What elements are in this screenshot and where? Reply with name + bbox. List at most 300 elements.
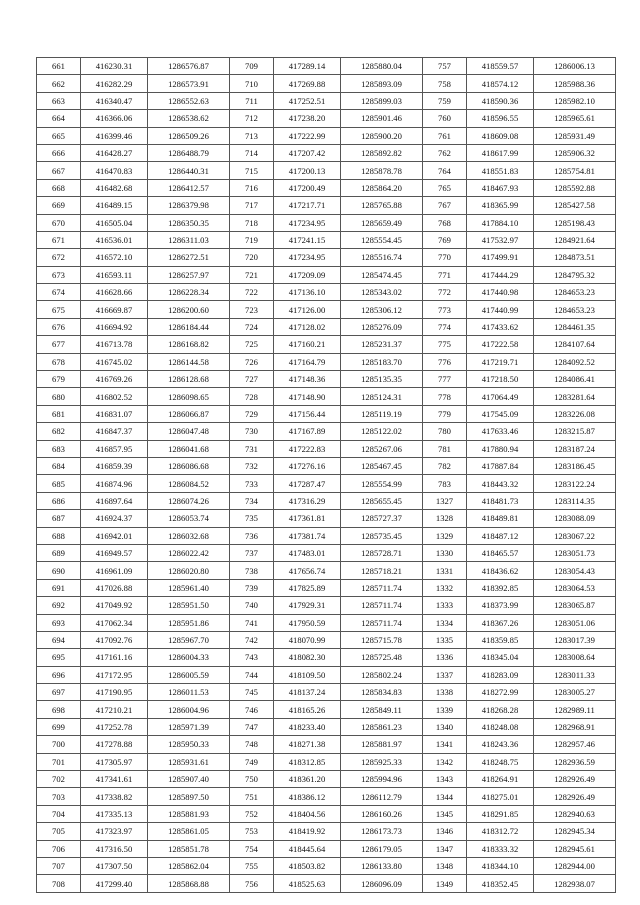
x-coordinate-cell: 417126.00 (274, 301, 341, 318)
y-coordinate-cell: 1285715.78 (341, 631, 423, 648)
x-coordinate-cell: 416470.83 (81, 162, 148, 179)
point-number-cell: 666 (37, 144, 81, 161)
y-coordinate-cell: 1285728.71 (341, 544, 423, 561)
point-number-cell: 764 (423, 162, 467, 179)
y-coordinate-cell: 1286098.65 (148, 388, 230, 405)
table-row (37, 162, 616, 179)
y-coordinate-cell: 1286084.52 (148, 475, 230, 492)
y-coordinate-cell: 1285834.83 (341, 684, 423, 701)
x-coordinate-cell: 418082.30 (274, 649, 341, 666)
y-coordinate-cell: 1286004.33 (148, 649, 230, 666)
y-coordinate-cell: 1285881.97 (341, 736, 423, 753)
point-number-cell: 720 (230, 249, 274, 266)
y-coordinate-cell: 1282936.59 (534, 753, 616, 770)
y-coordinate-cell: 1285655.45 (341, 492, 423, 509)
table-row (37, 423, 616, 440)
x-coordinate-cell: 417049.92 (81, 597, 148, 614)
y-coordinate-cell: 1283051.73 (534, 544, 616, 561)
y-coordinate-cell: 1285592.88 (534, 179, 616, 196)
point-number-cell: 750 (230, 771, 274, 788)
y-coordinate-cell: 1282938.07 (534, 875, 616, 892)
y-coordinate-cell: 1285735.45 (341, 527, 423, 544)
table-row (37, 492, 616, 509)
table-row (37, 214, 616, 231)
x-coordinate-cell: 417160.21 (274, 336, 341, 353)
point-number-cell: 777 (423, 371, 467, 388)
point-number-cell: 1335 (423, 631, 467, 648)
x-coordinate-cell: 417241.15 (274, 231, 341, 248)
table-row (37, 631, 616, 648)
point-number-cell: 697 (37, 684, 81, 701)
point-number-cell: 1327 (423, 492, 467, 509)
y-coordinate-cell: 1285897.50 (148, 788, 230, 805)
x-coordinate-cell: 416230.31 (81, 58, 148, 75)
x-coordinate-cell: 416831.07 (81, 405, 148, 422)
y-coordinate-cell: 1285554.99 (341, 475, 423, 492)
y-coordinate-cell: 1285198.43 (534, 214, 616, 231)
x-coordinate-cell: 417252.78 (81, 718, 148, 735)
x-coordinate-cell: 418248.08 (467, 718, 534, 735)
y-coordinate-cell: 1285907.40 (148, 771, 230, 788)
x-coordinate-cell: 417209.09 (274, 266, 341, 283)
table-row (37, 231, 616, 248)
point-number-cell: 748 (230, 736, 274, 753)
y-coordinate-cell: 1285711.74 (341, 614, 423, 631)
y-coordinate-cell: 1285868.88 (148, 875, 230, 892)
point-number-cell: 783 (423, 475, 467, 492)
point-number-cell: 754 (230, 840, 274, 857)
y-coordinate-cell: 1282957.46 (534, 736, 616, 753)
x-coordinate-cell: 416340.47 (81, 92, 148, 109)
table-row (37, 457, 616, 474)
point-number-cell: 769 (423, 231, 467, 248)
x-coordinate-cell: 418443.32 (467, 475, 534, 492)
y-coordinate-cell: 1285267.06 (341, 440, 423, 457)
y-coordinate-cell: 1285931.49 (534, 127, 616, 144)
y-coordinate-cell: 1286538.62 (148, 110, 230, 127)
x-coordinate-cell: 417064.49 (467, 388, 534, 405)
x-coordinate-cell: 417532.97 (467, 231, 534, 248)
y-coordinate-cell: 1284461.35 (534, 318, 616, 335)
table-row (37, 284, 616, 301)
point-number-cell: 667 (37, 162, 81, 179)
point-number-cell: 679 (37, 371, 81, 388)
x-coordinate-cell: 418275.01 (467, 788, 534, 805)
x-coordinate-cell: 417136.10 (274, 284, 341, 301)
table-row (37, 684, 616, 701)
x-coordinate-cell: 418404.56 (274, 805, 341, 822)
x-coordinate-cell: 417633.46 (467, 423, 534, 440)
point-number-cell: 668 (37, 179, 81, 196)
x-coordinate-cell: 417287.47 (274, 475, 341, 492)
point-number-cell: 781 (423, 440, 467, 457)
x-coordinate-cell: 418361.20 (274, 771, 341, 788)
y-coordinate-cell: 1283065.87 (534, 597, 616, 614)
y-coordinate-cell: 1283054.43 (534, 562, 616, 579)
y-coordinate-cell: 1286047.48 (148, 423, 230, 440)
table-row (37, 58, 616, 75)
point-number-cell: 695 (37, 649, 81, 666)
x-coordinate-cell: 417307.50 (81, 857, 148, 874)
point-number-cell: 690 (37, 562, 81, 579)
point-number-cell: 675 (37, 301, 81, 318)
x-coordinate-cell: 416713.78 (81, 336, 148, 353)
x-coordinate-cell: 417545.09 (467, 405, 534, 422)
point-number-cell: 765 (423, 179, 467, 196)
y-coordinate-cell: 1285427.58 (534, 197, 616, 214)
x-coordinate-cell: 418445.64 (274, 840, 341, 857)
point-number-cell: 665 (37, 127, 81, 144)
y-coordinate-cell: 1286228.34 (148, 284, 230, 301)
point-number-cell: 728 (230, 388, 274, 405)
point-number-cell: 711 (230, 92, 274, 109)
y-coordinate-cell: 1286022.42 (148, 544, 230, 561)
y-coordinate-cell: 1285122.02 (341, 423, 423, 440)
point-number-cell: 734 (230, 492, 274, 509)
table-row (37, 788, 616, 805)
point-number-cell: 1338 (423, 684, 467, 701)
point-number-cell: 696 (37, 666, 81, 683)
y-coordinate-cell: 1285231.37 (341, 336, 423, 353)
y-coordinate-cell: 1283122.24 (534, 475, 616, 492)
point-number-cell: 773 (423, 301, 467, 318)
x-coordinate-cell: 417252.51 (274, 92, 341, 109)
y-coordinate-cell: 1285861.23 (341, 718, 423, 735)
x-coordinate-cell: 417950.59 (274, 614, 341, 631)
x-coordinate-cell: 418137.24 (274, 684, 341, 701)
point-number-cell: 771 (423, 266, 467, 283)
point-number-cell: 1331 (423, 562, 467, 579)
x-coordinate-cell: 418268.28 (467, 701, 534, 718)
y-coordinate-cell: 1283051.06 (534, 614, 616, 631)
y-coordinate-cell: 1285880.04 (341, 58, 423, 75)
point-number-cell: 670 (37, 214, 81, 231)
x-coordinate-cell: 416428.27 (81, 144, 148, 161)
x-coordinate-cell: 418243.36 (467, 736, 534, 753)
y-coordinate-cell: 1285951.50 (148, 597, 230, 614)
y-coordinate-cell: 1285901.46 (341, 110, 423, 127)
point-number-cell: 1329 (423, 527, 467, 544)
point-number-cell: 753 (230, 823, 274, 840)
point-number-cell: 683 (37, 440, 81, 457)
y-coordinate-cell: 1284086.41 (534, 371, 616, 388)
x-coordinate-cell: 416745.02 (81, 353, 148, 370)
point-number-cell: 714 (230, 144, 274, 161)
y-coordinate-cell: 1286133.80 (341, 857, 423, 874)
y-coordinate-cell: 1285864.20 (341, 179, 423, 196)
x-coordinate-cell: 418367.26 (467, 614, 534, 631)
point-number-cell: 706 (37, 840, 81, 857)
x-coordinate-cell: 418345.04 (467, 649, 534, 666)
x-coordinate-cell: 417238.20 (274, 110, 341, 127)
x-coordinate-cell: 418590.36 (467, 92, 534, 109)
y-coordinate-cell: 1286184.44 (148, 318, 230, 335)
x-coordinate-cell: 417444.29 (467, 266, 534, 283)
point-number-cell: 782 (423, 457, 467, 474)
y-coordinate-cell: 1285881.93 (148, 805, 230, 822)
y-coordinate-cell: 1285711.74 (341, 579, 423, 596)
y-coordinate-cell: 1285925.33 (341, 753, 423, 770)
x-coordinate-cell: 418248.75 (467, 753, 534, 770)
x-coordinate-cell: 417062.34 (81, 614, 148, 631)
y-coordinate-cell: 1286509.26 (148, 127, 230, 144)
point-number-cell: 707 (37, 857, 81, 874)
point-number-cell: 713 (230, 127, 274, 144)
y-coordinate-cell: 1283114.35 (534, 492, 616, 509)
y-coordinate-cell: 1282926.49 (534, 771, 616, 788)
point-number-cell: 687 (37, 510, 81, 527)
table-row (37, 597, 616, 614)
point-number-cell: 676 (37, 318, 81, 335)
point-number-cell: 1347 (423, 840, 467, 857)
x-coordinate-cell: 417269.88 (274, 75, 341, 92)
table-row (37, 805, 616, 822)
y-coordinate-cell: 1286032.68 (148, 527, 230, 544)
x-coordinate-cell: 418487.12 (467, 527, 534, 544)
point-number-cell: 715 (230, 162, 274, 179)
x-coordinate-cell: 418283.09 (467, 666, 534, 683)
table-row (37, 510, 616, 527)
y-coordinate-cell: 1286272.51 (148, 249, 230, 266)
table-row (37, 144, 616, 161)
x-coordinate-cell: 416847.37 (81, 423, 148, 440)
y-coordinate-cell: 1286576.87 (148, 58, 230, 75)
y-coordinate-cell: 1285951.86 (148, 614, 230, 631)
y-coordinate-cell: 1283017.39 (534, 631, 616, 648)
x-coordinate-cell: 418373.99 (467, 597, 534, 614)
x-coordinate-cell: 417335.13 (81, 805, 148, 822)
point-number-cell: 758 (423, 75, 467, 92)
table-row (37, 179, 616, 196)
y-coordinate-cell: 1286573.91 (148, 75, 230, 92)
y-coordinate-cell: 1285474.45 (341, 266, 423, 283)
table-row (37, 301, 616, 318)
x-coordinate-cell: 418503.82 (274, 857, 341, 874)
x-coordinate-cell: 417499.91 (467, 249, 534, 266)
point-number-cell: 686 (37, 492, 81, 509)
table-row (37, 718, 616, 735)
point-number-cell: 672 (37, 249, 81, 266)
table-row (37, 197, 616, 214)
point-number-cell: 680 (37, 388, 81, 405)
table-row (37, 823, 616, 840)
x-coordinate-cell: 417440.98 (467, 284, 534, 301)
point-number-cell: 684 (37, 457, 81, 474)
x-coordinate-cell: 418165.26 (274, 701, 341, 718)
table-row (37, 92, 616, 109)
y-coordinate-cell: 1283281.64 (534, 388, 616, 405)
point-number-cell: 704 (37, 805, 81, 822)
y-coordinate-cell: 1286350.35 (148, 214, 230, 231)
x-coordinate-cell: 417218.50 (467, 371, 534, 388)
point-number-cell: 694 (37, 631, 81, 648)
x-coordinate-cell: 416942.01 (81, 527, 148, 544)
point-number-cell: 733 (230, 475, 274, 492)
point-number-cell: 674 (37, 284, 81, 301)
table-row (37, 249, 616, 266)
y-coordinate-cell: 1286552.63 (148, 92, 230, 109)
x-coordinate-cell: 416628.66 (81, 284, 148, 301)
point-number-cell: 700 (37, 736, 81, 753)
x-coordinate-cell: 418344.10 (467, 857, 534, 874)
x-coordinate-cell: 418465.57 (467, 544, 534, 561)
point-number-cell: 1328 (423, 510, 467, 527)
x-coordinate-cell: 418312.72 (467, 823, 534, 840)
y-coordinate-cell: 1285950.33 (148, 736, 230, 753)
x-coordinate-cell: 418365.99 (467, 197, 534, 214)
point-number-cell: 737 (230, 544, 274, 561)
point-number-cell: 759 (423, 92, 467, 109)
point-number-cell: 751 (230, 788, 274, 805)
y-coordinate-cell: 1283064.53 (534, 579, 616, 596)
y-coordinate-cell: 1282945.61 (534, 840, 616, 857)
point-number-cell: 1339 (423, 701, 467, 718)
point-number-cell: 671 (37, 231, 81, 248)
y-coordinate-cell: 1285892.82 (341, 144, 423, 161)
y-coordinate-cell: 1285982.10 (534, 92, 616, 109)
point-number-cell: 669 (37, 197, 81, 214)
x-coordinate-cell: 417338.82 (81, 788, 148, 805)
table-row (37, 353, 616, 370)
table-row (37, 336, 616, 353)
y-coordinate-cell: 1286011.53 (148, 684, 230, 701)
point-number-cell: 662 (37, 75, 81, 92)
table-row (37, 614, 616, 631)
point-number-cell: 708 (37, 875, 81, 892)
table-row (37, 736, 616, 753)
x-coordinate-cell: 418333.32 (467, 840, 534, 857)
x-coordinate-cell: 418386.12 (274, 788, 341, 805)
point-number-cell: 701 (37, 753, 81, 770)
x-coordinate-cell: 418551.83 (467, 162, 534, 179)
point-number-cell: 1334 (423, 614, 467, 631)
x-coordinate-cell: 416366.06 (81, 110, 148, 127)
x-coordinate-cell: 418617.99 (467, 144, 534, 161)
x-coordinate-cell: 417234.95 (274, 249, 341, 266)
y-coordinate-cell: 1285765.88 (341, 197, 423, 214)
point-number-cell: 681 (37, 405, 81, 422)
point-number-cell: 677 (37, 336, 81, 353)
point-number-cell: 1340 (423, 718, 467, 735)
x-coordinate-cell: 418291.85 (467, 805, 534, 822)
y-coordinate-cell: 1284795.32 (534, 266, 616, 283)
y-coordinate-cell: 1285802.24 (341, 666, 423, 683)
table-row (37, 75, 616, 92)
point-number-cell: 1342 (423, 753, 467, 770)
x-coordinate-cell: 417217.71 (274, 197, 341, 214)
x-coordinate-cell: 416536.01 (81, 231, 148, 248)
y-coordinate-cell: 1283088.09 (534, 510, 616, 527)
point-number-cell: 772 (423, 284, 467, 301)
y-coordinate-cell: 1285961.40 (148, 579, 230, 596)
point-number-cell: 1343 (423, 771, 467, 788)
point-number-cell: 739 (230, 579, 274, 596)
x-coordinate-cell: 417164.79 (274, 353, 341, 370)
y-coordinate-cell: 1285849.11 (341, 701, 423, 718)
x-coordinate-cell: 418419.92 (274, 823, 341, 840)
point-number-cell: 730 (230, 423, 274, 440)
y-coordinate-cell: 1282944.00 (534, 857, 616, 874)
x-coordinate-cell: 417278.88 (81, 736, 148, 753)
x-coordinate-cell: 417880.94 (467, 440, 534, 457)
x-coordinate-cell: 417929.31 (274, 597, 341, 614)
point-number-cell: 698 (37, 701, 81, 718)
point-number-cell: 1332 (423, 579, 467, 596)
x-coordinate-cell: 418596.55 (467, 110, 534, 127)
y-coordinate-cell: 1285994.96 (341, 771, 423, 788)
y-coordinate-cell: 1282926.49 (534, 788, 616, 805)
y-coordinate-cell: 1284092.52 (534, 353, 616, 370)
y-coordinate-cell: 1285965.61 (534, 110, 616, 127)
y-coordinate-cell: 1284653.23 (534, 301, 616, 318)
point-number-cell: 741 (230, 614, 274, 631)
x-coordinate-cell: 417825.89 (274, 579, 341, 596)
table-row (37, 127, 616, 144)
x-coordinate-cell: 417361.81 (274, 510, 341, 527)
point-number-cell: 688 (37, 527, 81, 544)
table-row (37, 388, 616, 405)
point-number-cell: 661 (37, 58, 81, 75)
x-coordinate-cell: 417222.83 (274, 440, 341, 457)
point-number-cell: 745 (230, 684, 274, 701)
coordinate-table-body (37, 58, 616, 893)
table-row (37, 266, 616, 283)
y-coordinate-cell: 1286041.68 (148, 440, 230, 457)
point-number-cell: 703 (37, 788, 81, 805)
point-number-cell: 723 (230, 301, 274, 318)
x-coordinate-cell: 417148.36 (274, 371, 341, 388)
x-coordinate-cell: 418574.12 (467, 75, 534, 92)
x-coordinate-cell: 417200.13 (274, 162, 341, 179)
x-coordinate-cell: 418233.40 (274, 718, 341, 735)
x-coordinate-cell: 417210.21 (81, 701, 148, 718)
point-number-cell: 710 (230, 75, 274, 92)
point-number-cell: 699 (37, 718, 81, 735)
y-coordinate-cell: 1285967.70 (148, 631, 230, 648)
y-coordinate-cell: 1285343.02 (341, 284, 423, 301)
x-coordinate-cell: 417128.02 (274, 318, 341, 335)
y-coordinate-cell: 1285900.20 (341, 127, 423, 144)
point-number-cell: 1348 (423, 857, 467, 874)
point-number-cell: 718 (230, 214, 274, 231)
y-coordinate-cell: 1283187.24 (534, 440, 616, 457)
point-number-cell: 756 (230, 875, 274, 892)
x-coordinate-cell: 418070.99 (274, 631, 341, 648)
point-number-cell: 735 (230, 510, 274, 527)
table-row (37, 544, 616, 561)
x-coordinate-cell: 417190.95 (81, 684, 148, 701)
y-coordinate-cell: 1283005.27 (534, 684, 616, 701)
y-coordinate-cell: 1286066.87 (148, 405, 230, 422)
table-row (37, 371, 616, 388)
point-number-cell: 725 (230, 336, 274, 353)
y-coordinate-cell: 1285725.48 (341, 649, 423, 666)
point-number-cell: 693 (37, 614, 81, 631)
x-coordinate-cell: 418489.81 (467, 510, 534, 527)
x-coordinate-cell: 417276.16 (274, 457, 341, 474)
x-coordinate-cell: 418352.45 (467, 875, 534, 892)
x-coordinate-cell: 418109.50 (274, 666, 341, 683)
x-coordinate-cell: 416489.15 (81, 197, 148, 214)
point-number-cell: 678 (37, 353, 81, 370)
point-number-cell: 709 (230, 58, 274, 75)
y-coordinate-cell: 1283215.87 (534, 423, 616, 440)
y-coordinate-cell: 1285931.61 (148, 753, 230, 770)
point-number-cell: 1344 (423, 788, 467, 805)
point-number-cell: 732 (230, 457, 274, 474)
point-number-cell: 1337 (423, 666, 467, 683)
x-coordinate-cell: 417323.97 (81, 823, 148, 840)
